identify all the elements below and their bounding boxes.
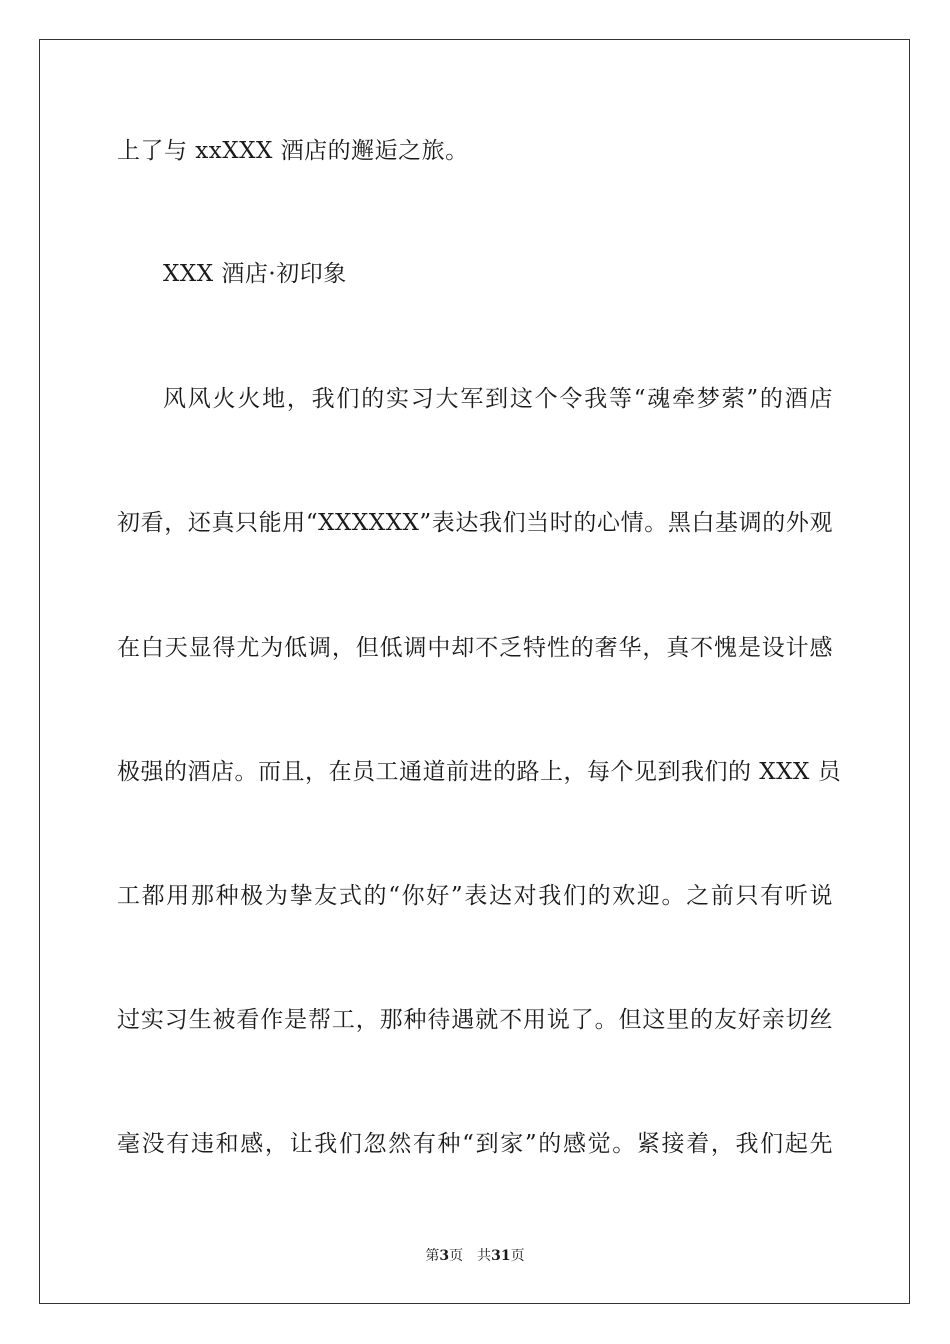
- current-page-number: 3: [439, 1248, 450, 1264]
- body-line-6: 工都用那种极为挚友式的“你好”表达对我们的欢迎。之前只有听说: [117, 883, 833, 909]
- body-line-3: 初看，还真只能用“XXXXXX”表达我们当时的心情。黑白基调的外观: [117, 510, 833, 536]
- body-line-5: 极强的酒店。而且，在员工通道前进的路上，每个见到我们的 XXX 员: [117, 759, 842, 785]
- total-suffix: 页: [510, 1248, 525, 1264]
- body-line-2: 风风火火地，我们的实习大军到这个令我等“魂牵梦萦”的酒店: [163, 386, 833, 412]
- total-prefix: 共: [477, 1248, 492, 1264]
- page-footer: [0, 1247, 950, 1265]
- body-line-7: 过实习生被看作是帮工，那种待遇就不用说了。但这里的友好亲切丝: [117, 1007, 833, 1033]
- section-heading: XXX 酒店·初印象: [163, 261, 347, 287]
- page-suffix: 页: [449, 1248, 464, 1264]
- total-page-count: 31: [491, 1248, 511, 1264]
- page-border: [39, 39, 910, 1304]
- page-prefix: 第: [425, 1248, 440, 1264]
- body-line-8: 毫没有违和感，让我们忽然有种“到家”的感觉。紧接着，我们起先: [117, 1131, 833, 1157]
- body-line-1: 上了与 xxXXX 酒店的邂逅之旅。: [117, 138, 469, 164]
- body-line-4: 在白天显得尤为低调，但低调中却不乏特性的奢华，真不愧是设计感: [117, 635, 833, 661]
